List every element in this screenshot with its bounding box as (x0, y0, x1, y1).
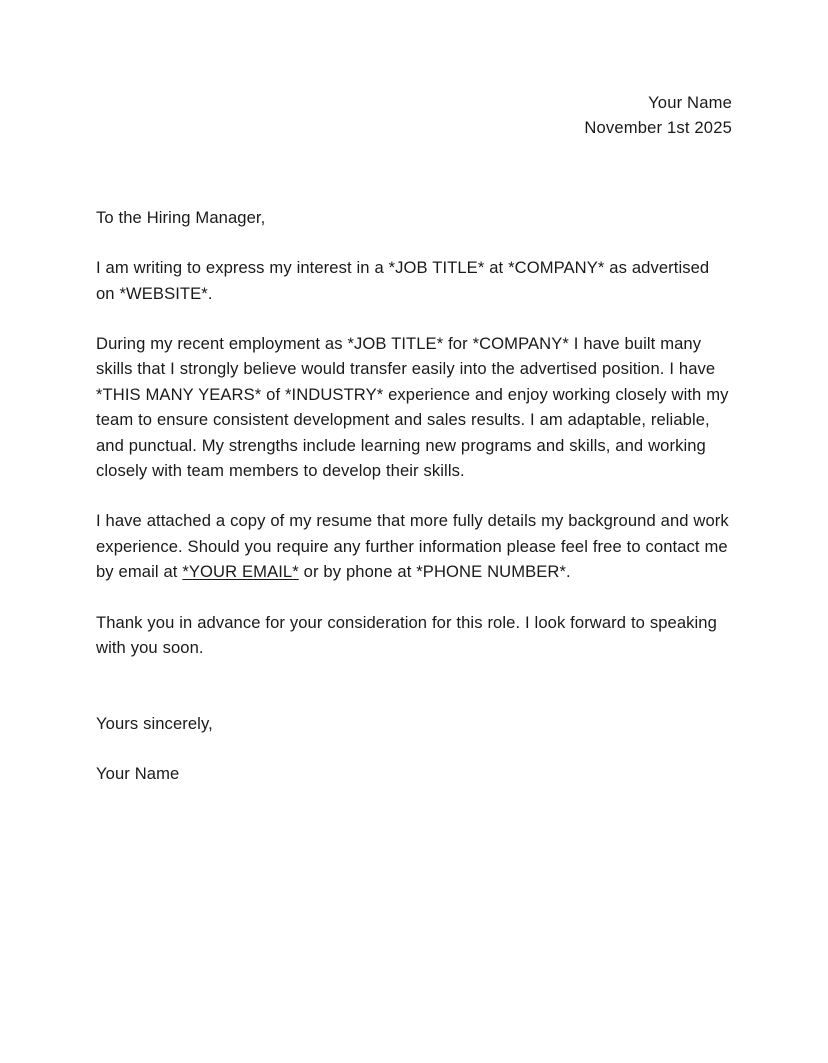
paragraph-closing: Thank you in advance for your consideration for this role. I look forward to speaking with you soon. (96, 612, 717, 658)
contact-text-before-link: I have attached a copy of my resume that more fully details my background and work experience. Should you require any further information please feel free to contact me by email at (96, 511, 729, 582)
salutation: To the Hiring Manager, (96, 207, 266, 227)
signature-name: Your Name (96, 763, 180, 783)
email-placeholder-link[interactable]: *YOUR EMAIL* (182, 562, 299, 582)
letter-header (96, 90, 732, 141)
signature-block (96, 711, 732, 787)
contact-text-after-link: or by phone at *PHONE NUMBER*. (298, 562, 571, 582)
letter-date: November 1st 2025 (584, 118, 732, 138)
letter-content (96, 90, 732, 811)
signoff: Yours sincerely, (96, 713, 213, 733)
sender-name: Your Name (648, 93, 732, 112)
paragraph-intro: I am writing to express my interest in a *JOB TITLE* at *COMPANY* as advertised on *WEBSITE*. (96, 258, 710, 303)
paragraph-experience: During my recent employment as *JOB TITLE* for *COMPANY* I have built many skills that I strongly believe would transfer easily into the advertised position. I have *THIS MANY YEARS* of *INDUSTRY* experience and enjoy working closely with my team to ensure consistent development and sales results. I am adaptable, reliable, and punctual. My strengths include learning new programs and skills, and working closely with team members to develop their skills. (96, 334, 729, 481)
paragraph-contact (96, 508, 732, 584)
letter-body (96, 205, 732, 787)
